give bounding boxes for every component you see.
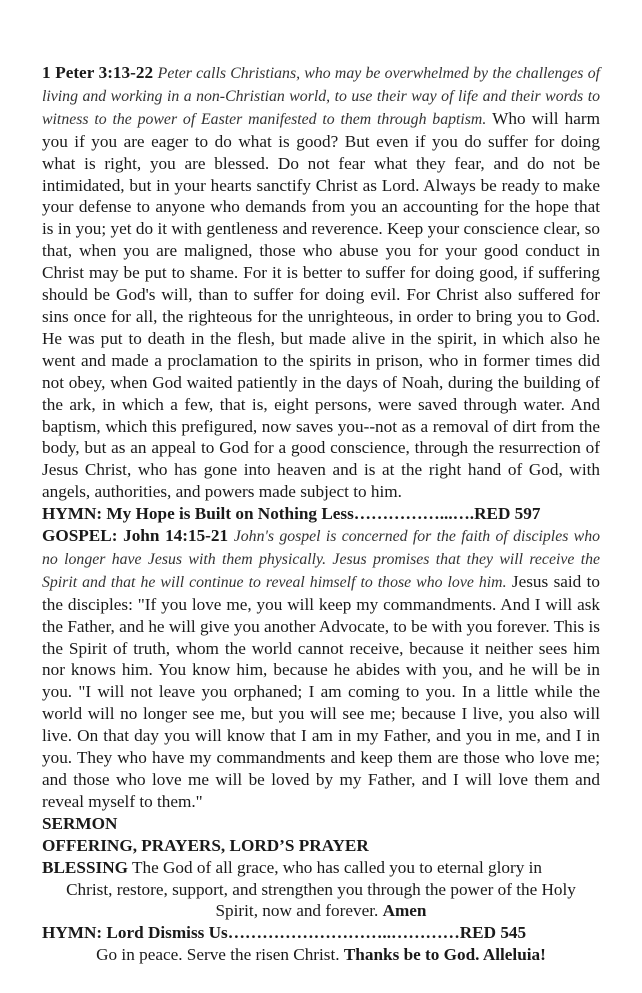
gospel-intro: John's gospel is concerned for the faith of disciples who no longer have Jesus with them physically. Jesus promises that they will receive the Spirit and that he will continue to reveal himself to those who love him. xyxy=(42,528,600,591)
blessing-text-rest: Christ, restore, support, and strengthen you through the power of the Holy Spirit, now and forever. xyxy=(66,879,576,921)
hymn-2: HYMN: Lord Dismiss Us………………………..…………RED 545 xyxy=(42,923,527,943)
sermon-heading: SERMON xyxy=(42,813,118,833)
bulletin-page xyxy=(42,62,600,966)
blessing-label: BLESSING xyxy=(42,857,128,877)
gospel-reading xyxy=(42,525,600,813)
hymn-1: HYMN: My Hope is Built on Nothing Less……………...….RED 597 xyxy=(42,504,541,524)
first-reading xyxy=(42,62,600,503)
reading-reference: 1 Peter 3:13-22 xyxy=(42,63,154,82)
reading-text: Who will harm you if you are eager to do what is good? But even if you do suffer for doing what is right, you are blessed. Do not fear what they fear, and do not be intimidated, but in your hearts sanctify Christ as Lord. Always be ready to make your defense to anyone who demands from you an accounting for the hope that is in you; yet do it with gentleness and reverence. Keep your conscience clear, so that, when you are maligned, those who abuse you for your good conduct in Christ may be put to shame. For it is better to suffer for doing good, if suffering should be God's will, than to suffer for doing evil. For Christ also suffered for sins once for all, the righteous for the unrighteous, in order to bring you to God. He was put to death in the flesh, but made alive in the spirit, in which also he went and made a proclamation to the spirits in prison, who in former times did not obey, when God waited patiently in the days of Noah, during the building of the ark, in which a few, that is, eight persons, were saved through water. And baptism, which this prefigured, now saves you--not as a removal of dirt from the body, but as an appeal to God for a good conscience, through the resurrection of Jesus Christ, who has gone into heaven and is at the right hand of God, with angels, authorities, and powers made subject to him. xyxy=(42,108,600,502)
reading-intro: Peter calls Christians, who may be overwhelmed by the challenges of living and working in a non-Christian world, to use their way of life and their words to witness to the power of Easter manifested to them through baptism. xyxy=(42,65,601,128)
blessing-amen: Amen xyxy=(382,901,427,921)
blessing-rest xyxy=(42,879,600,923)
blessing-line-1 xyxy=(42,857,600,879)
offering-heading: OFFERING, PRAYERS, LORD’S PRAYER xyxy=(42,835,369,855)
dismissal-response: Thanks be to God. Alleluia! xyxy=(343,945,546,965)
gospel-text: Jesus said to the disciples: "If you love me, you will keep my commandments. And I will ask the Father, and he will give you another Advocate, to be with you forever. This is the Spirit of truth, whom the world cannot receive, because it neither sees him nor knows him. You know him, because he abides with you, and he will be in you. "I will not leave you orphaned; I am coming to you. In a little while the world will no longer see me, but you will see me; because I live, you also will live. On that day you will know that I am in my Father, and you in me, and I in you. They who have my commandments and keep them are those who love me; and those who love me will be loved by my Father, and I will love them and reveal myself to them." xyxy=(42,571,601,811)
dismissal-text: Go in peace. Serve the risen Christ. xyxy=(96,945,340,965)
blessing-text-line1: The God of all grace, who has called you to eternal glory in xyxy=(131,857,542,877)
dismissal xyxy=(42,944,600,966)
gospel-reference: GOSPEL: John 14:15-21 xyxy=(42,526,229,546)
